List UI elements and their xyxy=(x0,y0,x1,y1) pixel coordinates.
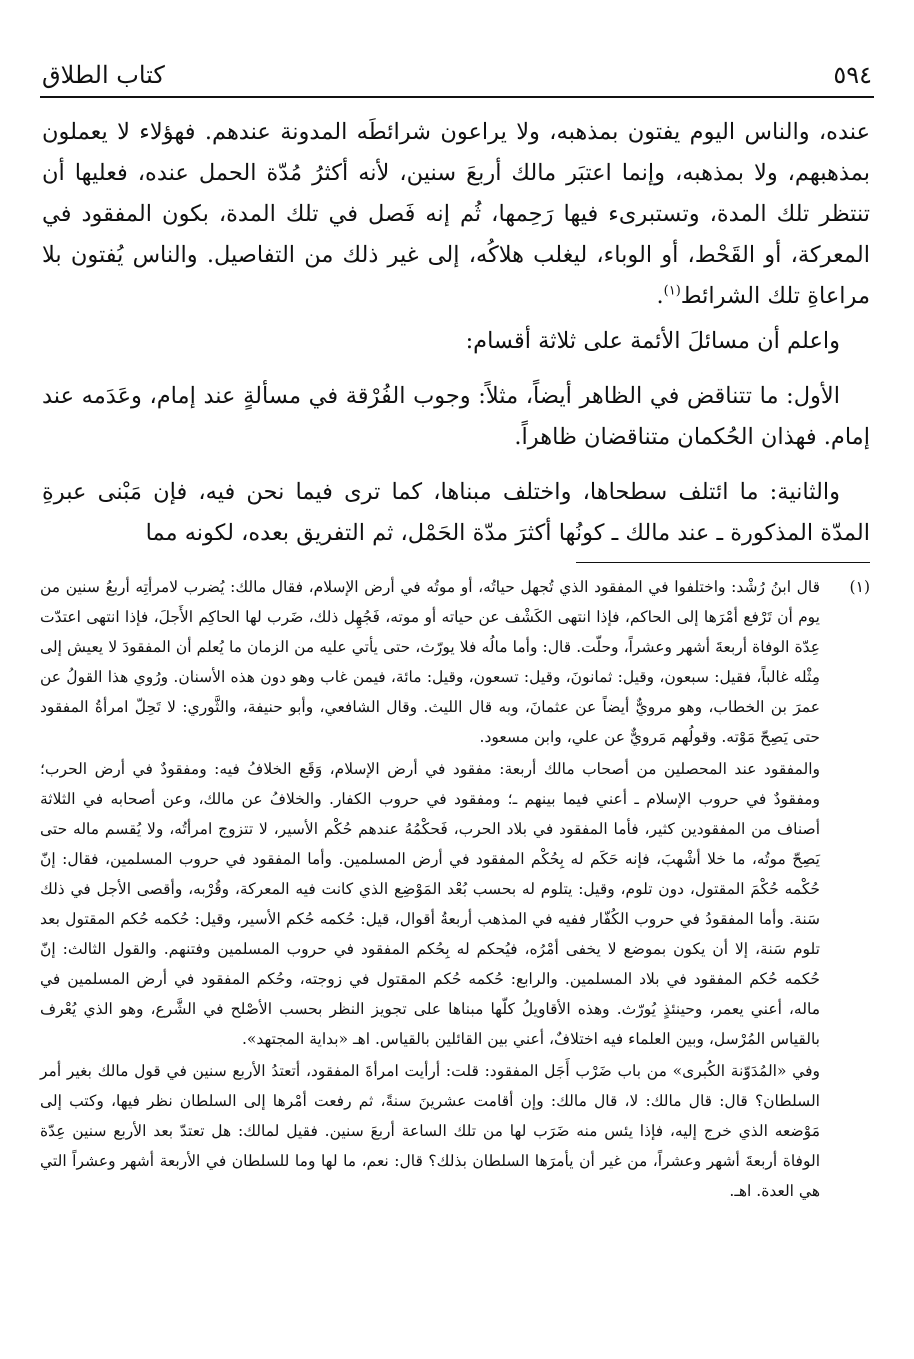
paragraph-1 xyxy=(42,112,870,317)
footnote-rule xyxy=(576,562,870,563)
footnote-marker: (١) xyxy=(663,283,681,299)
page-number: ٥٩٤ xyxy=(833,61,872,89)
footnote-1 xyxy=(40,572,870,1206)
footnote-paragraph-2: والمفقود عند المحصلين من أصحاب مالك أربعة: مفقود في أرض الإسلام، وَقَع الخلافُ فيه: ومفقودٌ في أرض الحرب؛ ومفقودٌ في حروب الإسلام ـ أعني فيما بينهم ـ؛ ومفقود في حروب الكفار. والخلافُ عن مالك، وعن أصحابه في الثلاثة أصناف من المفقودين كثير، فأما المفقود في بلاد الحرب، فَحكْمُهُ عندهم حُكْم الأسير، لا تتزوج امرأتُه، ولا يُقسم ماله حتى يَصِحّ موتُه، ما خلا أشْهبَ، فإنه حَكَم له بِحُكْم المفقود في أرض المسلمين. وأما المفقود في حروب المسلمين، فقال: إنّ حُكْمه حُكْمَ المقتول، دون تلوم، وقيل: يتلوم له بحسب بُعْد المَوْضِع الذي كانت فيه المعركة، وقُرْبه، وأقصى الأجل في ذلك سَنة. وأما المفقودُ في حروب الكُفّار ففيه في المذهب أربعةُ أقوال، قيل: حُكمه حُكم الأسير، وقيل: حُكمه حُكم المقتول بعد تلوم سَنة، إلا أن يكون بموضع لا يخفى أمْرُه، فيُحكم له بِحُكم المفقود في حروب المسلمين وفتنهم. والقول الثالث: إنّ حُكمه حُكم المفقود في بلاد المسلمين. والرابع: حُكمه حُكم المقتول في زوجته، وحُكم المفقود في أرض المسلمين في ماله، أعني يعمر، وحينئذٍ يُورّث. وهذه الأقاويلُ كلّها مبناها على تجويز النظر بحسب الأصْلح في الشَّرع، وهو الذي يُعْرف بالقياس المُرْسل، وبين العلماء فيه اختلافٌ، أعني بين القائلين بالقياس. اهـ «بداية المجتهد». xyxy=(40,760,820,1048)
paragraph-3: الأول: ما تتناقض في الظاهر أيضاً، مثلاً: وجوب الفُرْقة في مسألةٍ عند إمام، وعَدَمه عند إمام. فهذان الحُكمان متناقضان ظاهراً. xyxy=(42,383,870,450)
footnote-paragraph-3: وفي «المُدَوّنة الكُبرى» من باب ضَرْب أَجَل المفقود: قلت: أرأيت امرأةَ المفقود، أتعتدُ الأربع سنين في قول مالك بغير أمر السلطان؟ قال: قال مالك: لا، قال مالك: وإن أقامت عشرينَ سنةً، ثم رفعت أمْرها إلى السلطان نظر فيها، وكتب إلى مَوْضعه الذي خرج إليه، فإذا يئس منه ضَرَب لها من تلك الساعة أربعَ سنين. فقيل لمالك: هل تعتدّ بعد الأربع سنين عِدّة الوفاة أربعةَ أشهر وعشراً، من غير أن يأمرَها السلطان بذلك؟ قال: نعم، ما لها وما للسلطان في الأربعة أشهر وعشراً التي هي العدة. اهـ. xyxy=(40,1062,820,1200)
header-rule xyxy=(40,96,874,98)
paragraph-1-end: . xyxy=(656,283,664,309)
running-head xyxy=(42,58,872,90)
footnotes xyxy=(40,572,870,1206)
book-title: كتاب الطلاق xyxy=(42,61,165,89)
footnote-number: (١) xyxy=(849,578,870,596)
paragraph-1-text: عنده، والناس اليوم يفتون بمذهبه، ولا يراعون شرائطَه المدونة عندهم. فهؤلاء لا يعملون بمذهبهم، ولا بمذهبه، وإنما اعتبَر مالك أربعَ سنين، لأنه أكثرُ مُدّة الحمل عنده، فعليها أن تنتظر تلك المدة، وتستبرىء فيها رَحِمها، ثُم إنه فَصل في تلك المدة، بكون المفقود في المعركة، أو القَحْط، أو الوباء، ليغلب هلاكُه، إلى غير ذلك من التفاصيل. والناس يُفتون بلا مراعاةِ تلك الشرائط xyxy=(42,119,870,309)
footnote-body xyxy=(40,572,820,1206)
paragraph-4: والثانية: ما ائتلف سطحاها، واختلف مبناها، كما ترى فيما نحن فيه، فإن مَبْنى عبرةِ المدّة المذكورة ـ عند مالك ـ كونُها أكثرَ مدّة الحَمْل، ثم التفريق بعده، لكونه مما xyxy=(42,479,870,546)
footnote-paragraph-1: قال ابنُ رُشْد: واختلفوا في المفقود الذي تُجهل حياتُه، أو موتُه في أرض الإسلام، فقال مالك: يُضرب لامرأتِه أربعُ سنين من يوم أن تَرْفع أمْرَها إلى الحاكم، فإذا انتهى الكَشْف عن حياته أو موته، فَجُهِل ذلك، ضَرب لها الحاكِم الأَجلَ، فإذا انتهى اعتدّت عِدّة الوفاة أربعةَ أشهر وعشراً، وحلّت. قال: وأما مالُه فلا يورّث، حتى يأتي عليه من الزمان ما يُعلم أن المفقودَ لا يعيش إلى مِثْله غالباً، فقيل: سبعون، وقيل: ثمانونَ، وقيل: تسعون، وقيل: مائة، فيمن غاب وهو دون هذه الأسنان. ورُوي هذا القولُ عن عمرَ بن الخطاب، وهو مرويٌّ أيضاً عن عثمانَ، وبه قال الليث. وقال الشافعي، وأبو حنيفة، والثَّوري: لا تَحِلّ امرأةُ المفقود حتى يَصِحّ مَوْته. وقولُهم مَرويٌّ عن علي، وابن مسعود. xyxy=(40,578,820,746)
paragraph-2: واعلم أن مسائلَ الأئمة على ثلاثة أقسام: xyxy=(465,328,840,354)
main-text xyxy=(42,112,870,554)
